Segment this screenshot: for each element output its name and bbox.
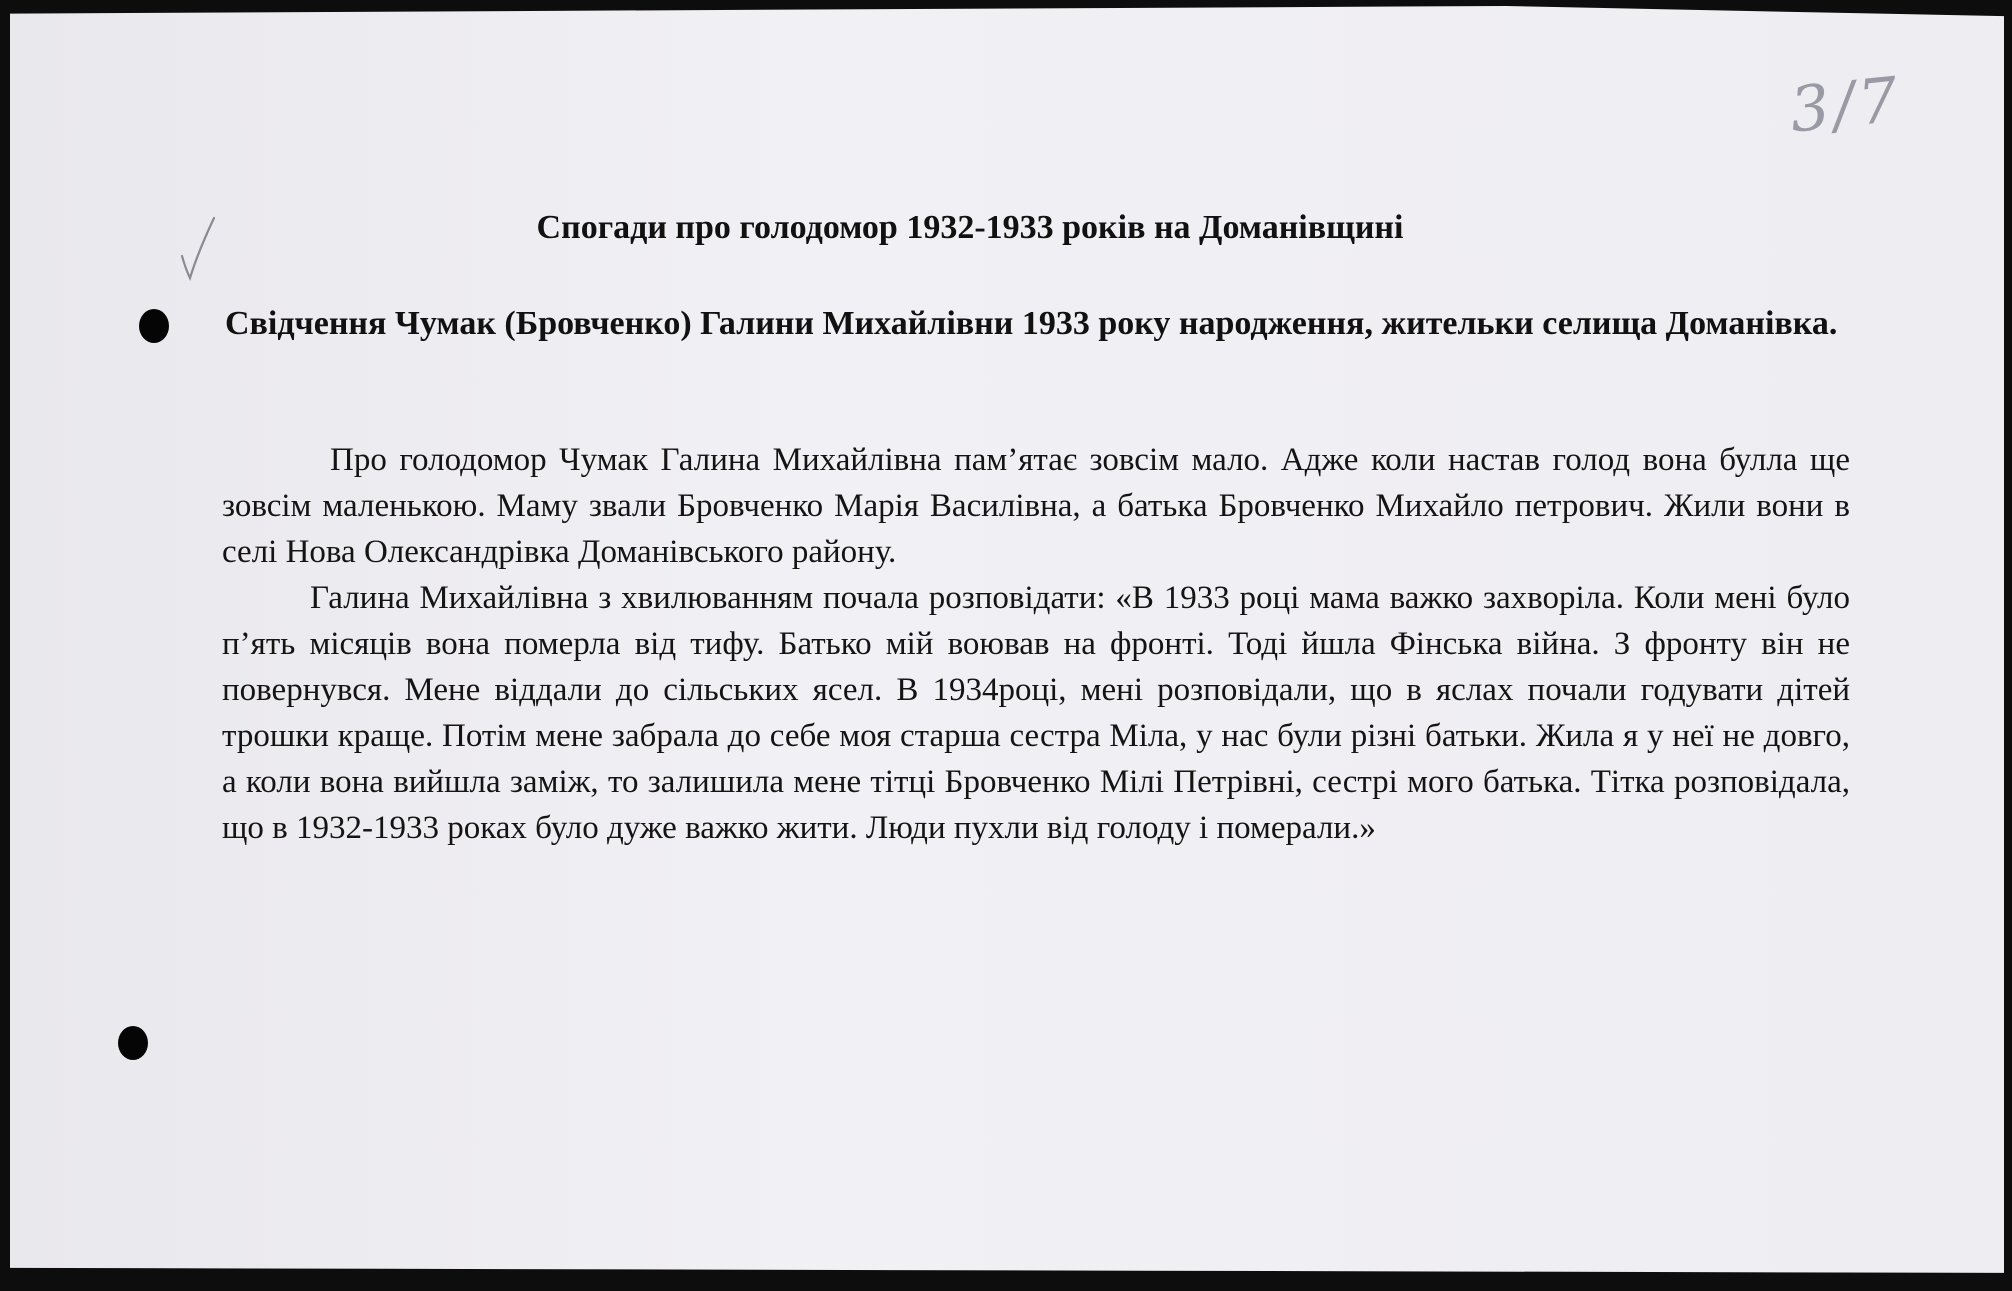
document-title: Спогади про голодомор 1932-1933 років на Доманівщині xyxy=(536,209,1404,246)
punch-hole-top xyxy=(139,309,169,343)
handwritten-page-number: 3/7 xyxy=(1786,62,1906,147)
paragraph: Про голодомор Чумак Галина Михайлівна пам’ятає зовсім мало. Адже коли настав голод вона булла ще зовсім маленькою. Маму звали Бровченко Марія Василівна, а батька Бровченко Михайло петрович. Жили вони в селі Нова Олександрівка Доманівського району. xyxy=(222,442,1850,570)
punch-hole-bottom xyxy=(118,1026,148,1060)
testimony-body xyxy=(222,437,1850,851)
testimony-heading: Свідчення Чумак (Бровченко) Галини Михайлівни 1933 року народження, жительки селища Доманівка. xyxy=(225,305,1838,342)
paragraph: Галина Михайлівна з хвилюванням почала розповідати: «В 1933 році мама важко захворіла. Коли мені було п’ять місяців вона померла від тифу. Батько мій воював на фронті. Тоді йшла Фінська війна. З фронту він не повернувся. Мене віддали до сільських ясел. В 1934році, мені розповідали, що в яслах почали годувати дітей трошки краще. Потім мене забрала до себе моя старша сестра Міла, у нас були різні батьки. Жила я у неї не довго, а коли вона вийшла заміж, то залишила мене тітці Бровченко Мілі Петрівні, сестрі мого батька. Тітка розповідала, що в 1932-1933 роках було дуже важко жити. Люди пухли від голоду і померали.» xyxy=(222,580,1850,846)
